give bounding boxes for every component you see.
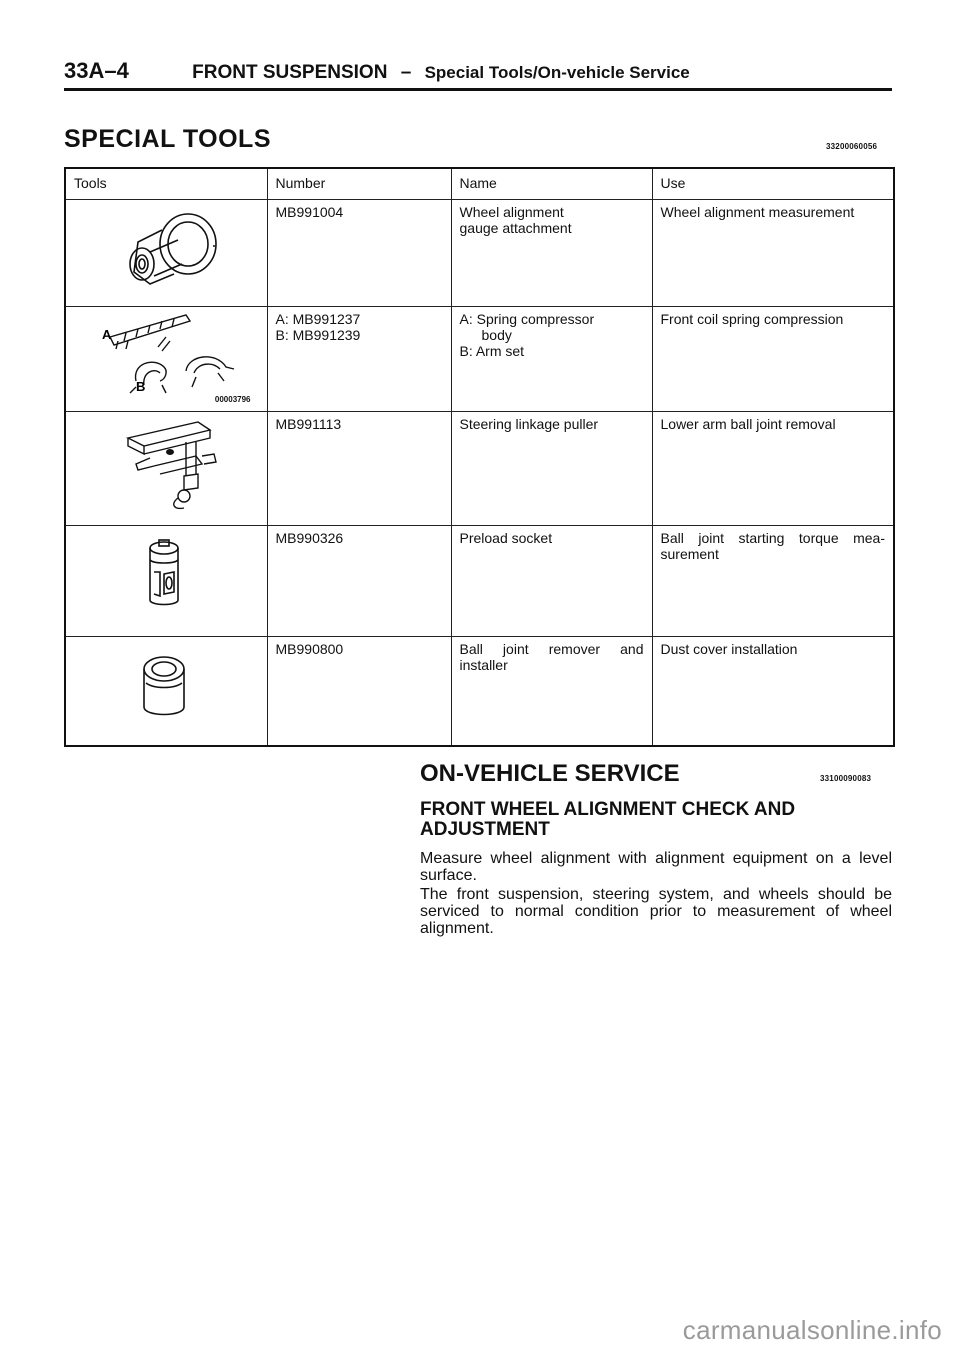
column-header: Number (267, 168, 451, 200)
header-separator: – (400, 62, 412, 83)
tool-number-cell (267, 636, 451, 746)
tool-image-cell (65, 525, 267, 636)
alignment-body (420, 850, 892, 939)
column-header: Use (652, 168, 894, 200)
tool-use-cell (652, 412, 894, 525)
special-tools-code: 33200060056 (826, 142, 878, 151)
tool-number: MB991113 (275, 416, 342, 433)
tool-name: body (481, 327, 512, 344)
tool-use: Lower arm ball joint removal (660, 416, 836, 433)
tool-use: Ball joint starting torque mea- (660, 529, 885, 546)
tool-name: gauge attachment (459, 220, 572, 236)
tool-name-cell (451, 636, 652, 746)
wheel-alignment-gauge-attachment-icon (66, 200, 266, 306)
preload-socket-icon (66, 526, 266, 636)
table-row (65, 200, 894, 307)
special-tools-table (64, 167, 895, 747)
tool-number: MB990800 (275, 640, 344, 657)
tool-use: Front coil spring compression (660, 311, 844, 328)
tool-number: MB991004 (275, 204, 344, 220)
table-row (65, 525, 894, 636)
on-vehicle-service-code: 33100090083 (820, 774, 872, 783)
column-header: Tools (65, 168, 267, 200)
tool-name: Wheel alignment (459, 204, 564, 220)
ball-joint-remover-icon (66, 637, 266, 745)
tool-use-cell (652, 525, 894, 636)
tool-use: surement (660, 545, 719, 562)
body-paragraph: The front suspension, steering system, and wheels should be serviced to normal condition prior to measurement of wheel alignment. (420, 886, 892, 937)
tool-name-cell (451, 200, 652, 307)
header-subtitle: Special Tools/On-vehicle Service (424, 63, 690, 82)
table-row (65, 307, 894, 412)
column-header: Name (451, 168, 652, 200)
image-code: 00003796 (214, 395, 251, 405)
tool-name-cell (451, 307, 652, 412)
table-row (65, 636, 894, 746)
tool-number-cell (267, 200, 451, 307)
tool-number: B: MB991239 (275, 327, 361, 344)
page-header (64, 58, 892, 84)
tool-name: B: Arm set (459, 343, 525, 360)
tool-image-cell (65, 636, 267, 746)
tool-use-cell (652, 636, 894, 746)
label-a: A (102, 327, 112, 343)
tool-number-cell (267, 525, 451, 636)
chapter-title: FRONT SUSPENSION (192, 62, 388, 83)
on-vehicle-service-title: ON-VEHICLE SERVICE (420, 760, 680, 787)
tool-number-cell (267, 412, 451, 525)
watermark: carmanualsonline.info (682, 1315, 942, 1345)
tool-name: Steering linkage puller (459, 416, 599, 433)
page-number: 33A–4 (64, 58, 129, 83)
tool-number: MB990326 (275, 529, 344, 546)
tool-number: A: MB991237 (275, 311, 361, 328)
tool-name: Preload socket (459, 529, 553, 546)
tool-use-cell (652, 200, 894, 307)
label-b: B (136, 379, 146, 395)
tool-name: installer (459, 656, 508, 673)
tool-name-cell (451, 412, 652, 525)
tool-image-cell (65, 412, 267, 525)
body-paragraph: Measure wheel alignment with alignment equipment on a level surface. (420, 850, 892, 884)
alignment-subheading: FRONT WHEEL ALIGNMENT CHECK AND ADJUSTMENT (420, 799, 796, 840)
tool-use: Dust cover installation (660, 640, 798, 657)
tool-image-cell (65, 307, 267, 412)
tool-name: Ball joint remover and (459, 640, 644, 657)
steering-linkage-puller-icon (66, 412, 266, 524)
tool-image-cell (65, 200, 267, 307)
special-tools-title: SPECIAL TOOLS (64, 125, 272, 153)
header-rule (64, 88, 892, 91)
table-header-row (65, 168, 894, 200)
tool-name-cell (451, 525, 652, 636)
tool-use-cell (652, 307, 894, 412)
tool-number-cell (267, 307, 451, 412)
tool-use: Wheel alignment measurement (660, 204, 855, 220)
table-row (65, 412, 894, 525)
tool-name: A: Spring compressor (459, 311, 595, 328)
